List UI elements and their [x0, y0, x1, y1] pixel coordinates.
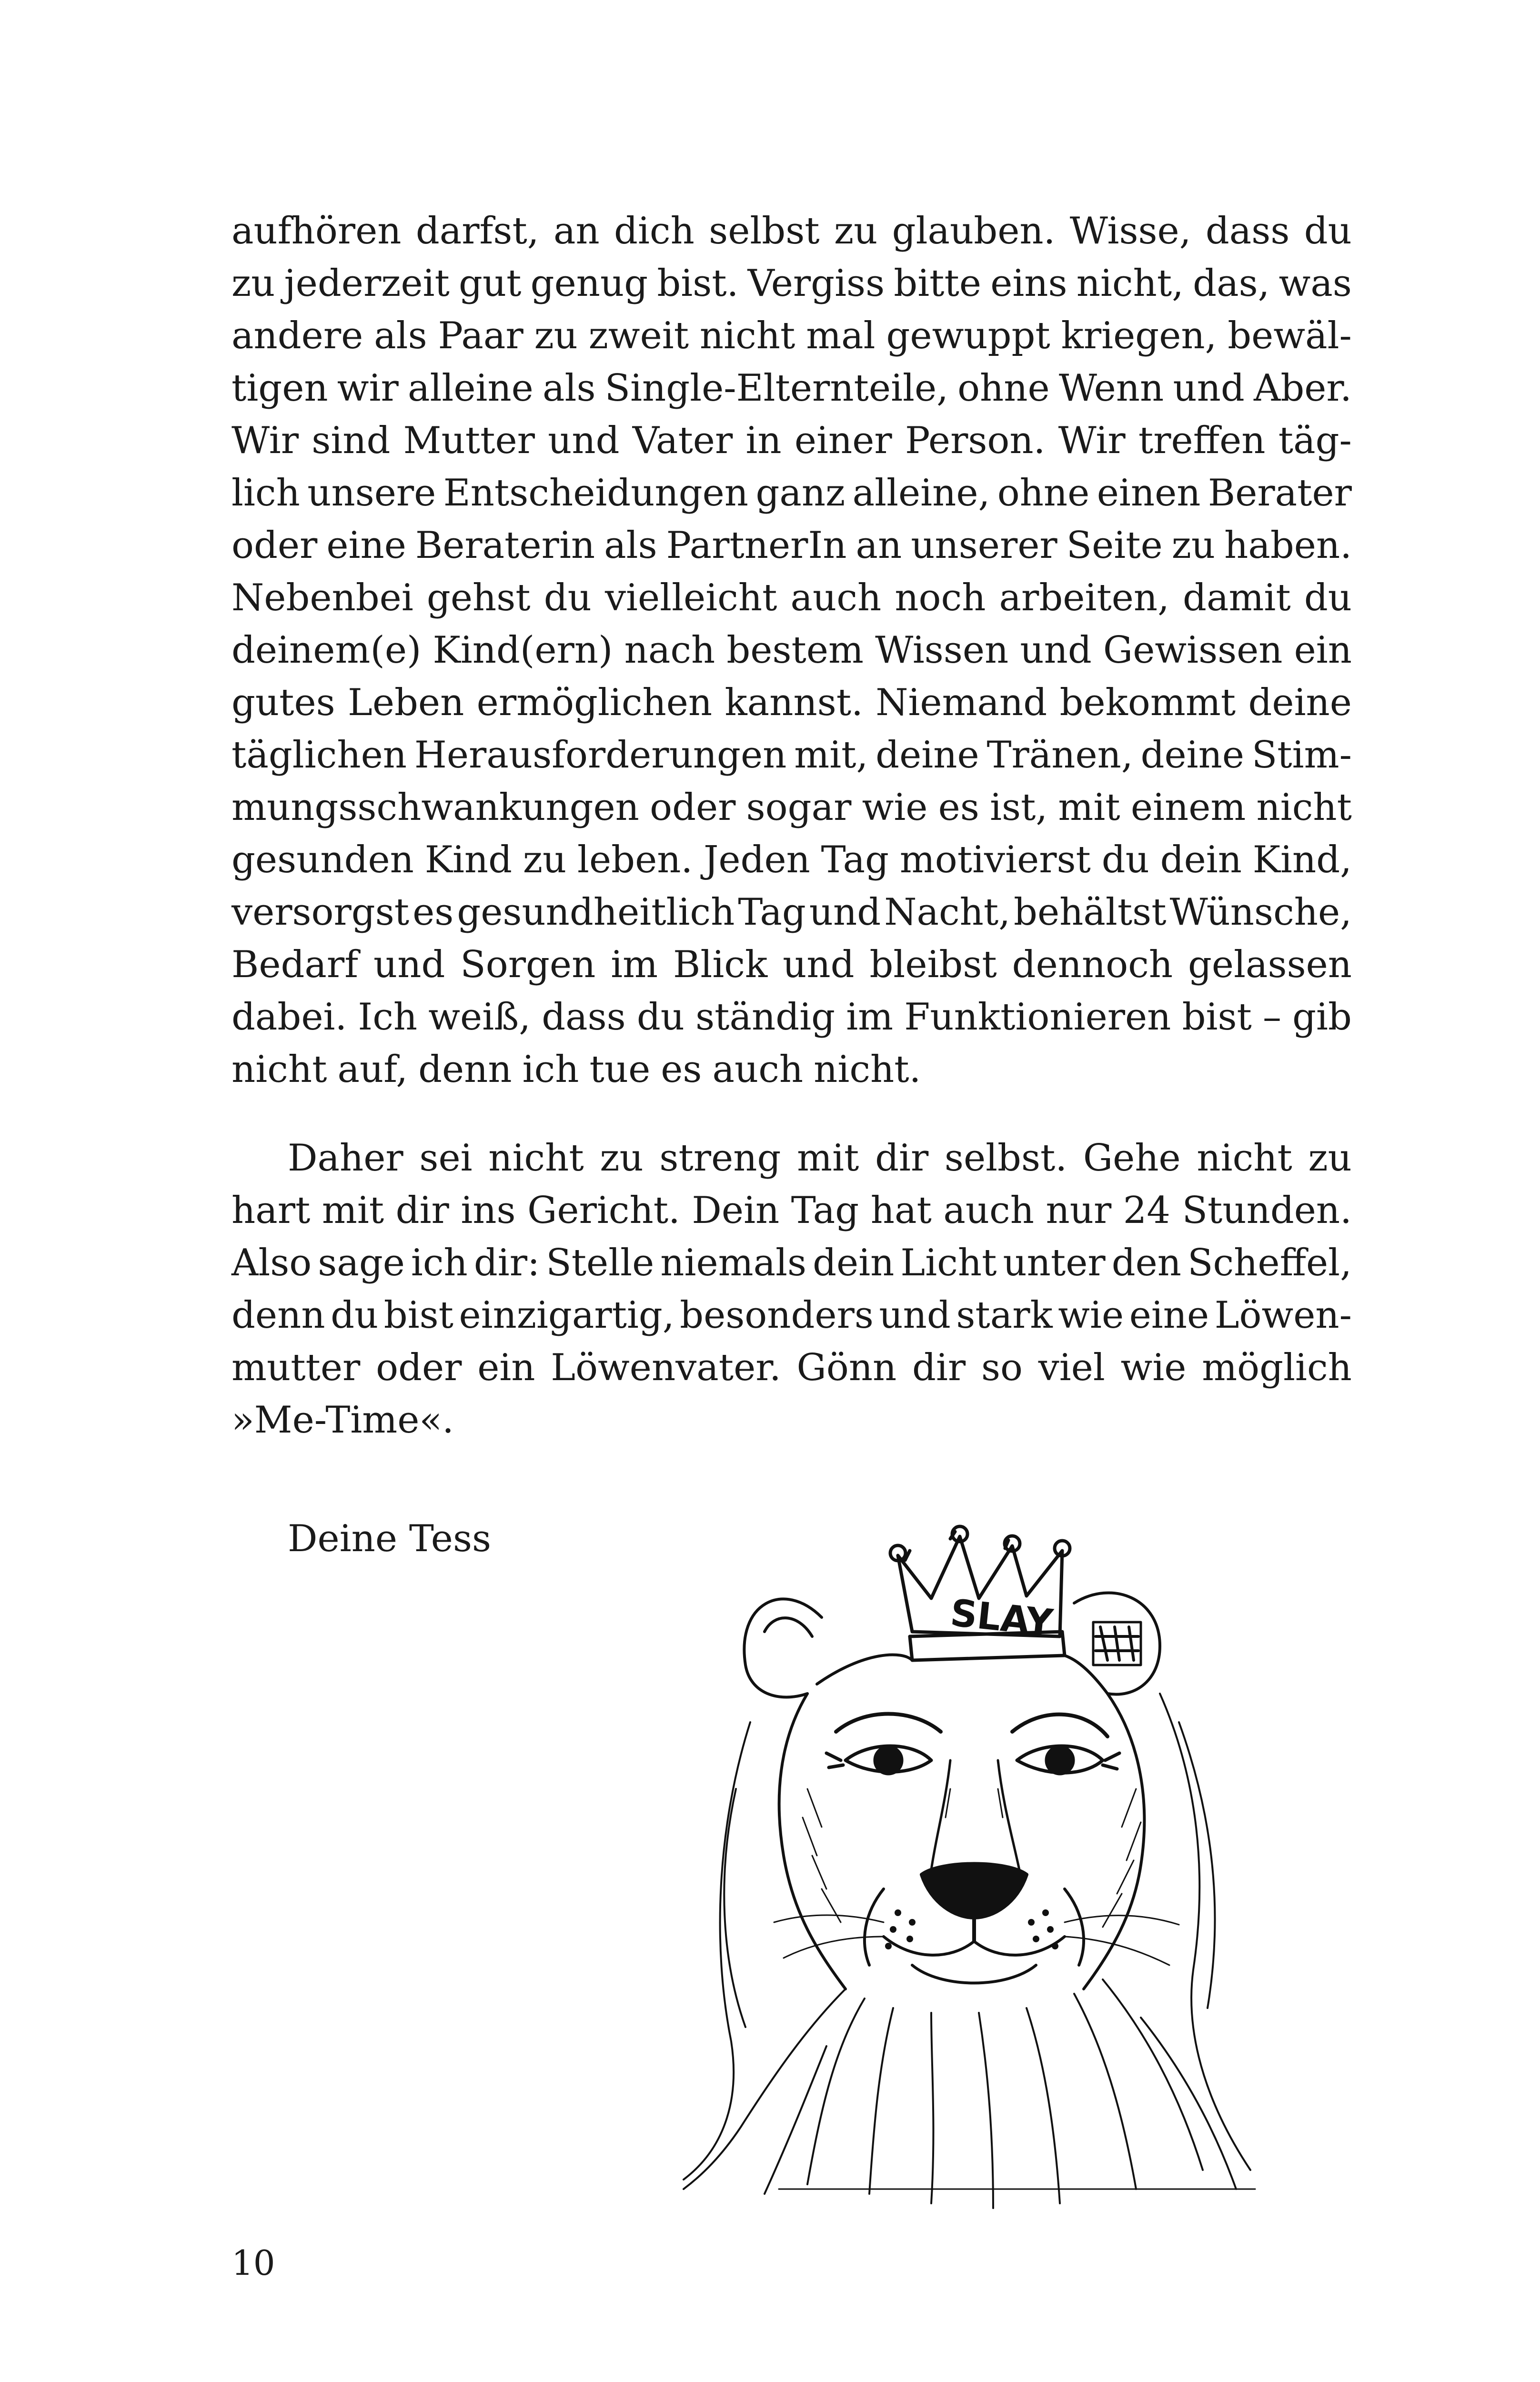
word: Wir: [232, 419, 299, 462]
text-line: [232, 1237, 1352, 1289]
word: stark: [956, 1294, 1053, 1337]
word: Nacht,: [884, 891, 1011, 934]
word: und: [1020, 629, 1092, 672]
text-line: [232, 1394, 1352, 1446]
word: Gehe: [1083, 1137, 1181, 1180]
word: bestem: [726, 629, 864, 672]
word: zu: [232, 262, 275, 305]
word: im: [846, 996, 894, 1039]
word: Nebenbei: [232, 576, 413, 619]
word: dich: [614, 210, 695, 252]
word: was: [1278, 262, 1352, 305]
word: zu: [1308, 1137, 1352, 1180]
word: unsere: [307, 472, 436, 515]
text-line: [232, 362, 1352, 414]
word: oder: [650, 786, 736, 829]
word: dir: [912, 1346, 966, 1389]
word: 24: [1123, 1189, 1171, 1232]
word: dein: [813, 1241, 895, 1284]
word: an: [553, 210, 600, 252]
text-line: [232, 205, 1352, 257]
word: dabei.: [232, 996, 347, 1039]
word: Mutter: [403, 419, 535, 462]
word: Wenn: [1058, 367, 1164, 410]
word: zu: [1171, 524, 1216, 567]
word: du: [1304, 210, 1352, 252]
word: eine: [326, 524, 406, 567]
word: Leben: [348, 681, 464, 724]
word: aufhören: [232, 210, 402, 252]
word: deine: [1140, 734, 1245, 777]
word: eine: [1129, 1294, 1209, 1337]
word: wir: [337, 367, 399, 410]
word: deine: [1248, 681, 1352, 724]
word: auch: [943, 1189, 1034, 1232]
word: Bedarf: [232, 943, 359, 986]
word: ganz: [755, 472, 845, 515]
text-line: [232, 1132, 1352, 1184]
word: Gericht.: [527, 1189, 680, 1232]
text-line: [232, 729, 1352, 781]
word: bitte: [894, 262, 982, 305]
word: du: [544, 576, 592, 619]
word: ständig: [695, 996, 835, 1039]
word: lich: [232, 472, 300, 515]
word: ich: [411, 1241, 468, 1284]
word: arbeiten,: [999, 576, 1169, 619]
word: du: [1304, 576, 1352, 619]
word: denn: [418, 1048, 512, 1091]
word: Stim-: [1251, 734, 1352, 777]
text-line: [232, 257, 1352, 310]
word: nicht.: [814, 1048, 921, 1091]
word: ohne: [957, 367, 1050, 410]
word: mit: [1058, 786, 1120, 829]
word: es: [413, 891, 454, 934]
paragraph-2: [232, 1132, 1352, 1446]
word: Gewissen: [1103, 629, 1283, 672]
word: zu: [600, 1137, 644, 1180]
word: Jeden: [704, 838, 810, 881]
word: einer: [794, 419, 892, 462]
word: den: [1111, 1241, 1182, 1284]
word: Blick: [673, 943, 768, 986]
word: es: [661, 1048, 702, 1091]
text-line: [232, 991, 1352, 1043]
text-line: [232, 1184, 1352, 1237]
word: dir:: [473, 1241, 540, 1284]
text-line: [232, 1043, 1352, 1096]
word: Löwen-: [1214, 1294, 1352, 1337]
word: gesundheitlich: [457, 891, 735, 934]
word: du: [1101, 838, 1149, 881]
page-number: 10: [232, 2243, 275, 2283]
word: Tränen,: [986, 734, 1133, 777]
word: gib: [1292, 996, 1352, 1039]
word: haben.: [1224, 524, 1352, 567]
word: tigen: [232, 367, 328, 410]
word: Kind,: [1252, 838, 1352, 881]
word: täglichen: [232, 734, 407, 777]
text-line: [232, 781, 1352, 834]
word: oder: [232, 524, 318, 567]
word: nicht: [699, 314, 795, 357]
word: als: [543, 367, 596, 410]
text-line: [232, 834, 1352, 886]
word: glauben.: [892, 210, 1056, 252]
word: Vater: [632, 419, 733, 462]
word: Tag: [738, 891, 806, 934]
word: Dein: [692, 1189, 780, 1232]
word: in: [745, 419, 782, 462]
word: gut: [458, 262, 522, 305]
word: deinem(e): [232, 629, 422, 672]
word: Entscheidungen: [443, 472, 749, 515]
word: einzigartig,: [459, 1294, 674, 1337]
word: dir: [875, 1137, 929, 1180]
word: mungsschwankungen: [232, 786, 639, 829]
word: mit: [797, 1137, 859, 1180]
word: und: [548, 419, 620, 462]
word: vielleicht: [604, 576, 777, 619]
word: denn: [232, 1294, 325, 1337]
word: weiß,: [428, 996, 531, 1039]
word: zu: [834, 210, 878, 252]
word: niemals: [660, 1241, 807, 1284]
text-line: [232, 886, 1352, 939]
word: im: [611, 943, 658, 986]
word: streng: [659, 1137, 781, 1180]
word: nicht: [232, 1048, 327, 1091]
word: dennoch: [1012, 943, 1173, 986]
word: gehst: [426, 576, 531, 619]
word: kannst.: [725, 681, 863, 724]
text-line: [232, 310, 1352, 362]
body-text: [232, 205, 1352, 1446]
word: Also: [232, 1241, 312, 1284]
word: und: [373, 943, 445, 986]
word: dir: [395, 1189, 449, 1232]
word: Wünsche,: [1169, 891, 1352, 934]
text-line: [232, 676, 1352, 729]
text-line: [232, 414, 1352, 467]
word: Person.: [905, 419, 1046, 462]
word: Wir: [1058, 419, 1126, 462]
word: wie: [1058, 1294, 1124, 1337]
word: Stelle: [546, 1241, 654, 1284]
word: nicht: [1197, 1137, 1292, 1180]
word: sind: [312, 419, 391, 462]
word: einem: [1130, 786, 1246, 829]
word: Sorgen: [460, 943, 596, 986]
word: hart: [232, 1189, 311, 1232]
crown-label: SLAY: [948, 1591, 1055, 1645]
word: Beraterin: [415, 524, 595, 567]
word: alleine: [407, 367, 533, 410]
word: Single-Elternteile,: [604, 367, 948, 410]
word: motivierst: [899, 838, 1091, 881]
word: und: [783, 943, 855, 986]
word: als: [604, 524, 657, 567]
word: leben.: [577, 838, 693, 881]
word: gutes: [232, 681, 335, 724]
word: ermöglichen: [476, 681, 713, 724]
word: zu: [534, 314, 578, 357]
word: mutter: [232, 1346, 361, 1389]
word: bist: [383, 1294, 454, 1337]
word: gelassen: [1188, 943, 1352, 986]
word: Herausforderungen: [414, 734, 787, 777]
word: ist,: [990, 786, 1048, 829]
word: ein: [477, 1346, 535, 1389]
word: einen: [1097, 472, 1201, 515]
word: kriegen,: [1061, 314, 1217, 357]
word: Tag: [791, 1189, 859, 1232]
word: bekommt: [1059, 681, 1236, 724]
word: es: [938, 786, 979, 829]
word: –: [1262, 996, 1281, 1039]
word: gesunden: [232, 838, 414, 881]
word: jederzeit: [284, 262, 450, 305]
word: gewuppt: [886, 314, 1050, 357]
word: zu: [523, 838, 567, 881]
word: noch: [895, 576, 986, 619]
word: dass: [542, 996, 626, 1039]
word: unserer: [911, 524, 1057, 567]
word: sogar: [746, 786, 852, 829]
word: Wissen: [875, 629, 1009, 672]
word: tue: [589, 1048, 651, 1091]
text-line: [232, 1342, 1352, 1394]
text-line: [232, 1289, 1352, 1342]
word: wie: [1120, 1346, 1187, 1389]
word: andere: [232, 314, 363, 357]
text-line: [232, 624, 1352, 676]
word: Vergiss: [747, 262, 885, 305]
word: nicht: [1256, 786, 1352, 829]
word: auch: [790, 576, 882, 619]
word: und: [809, 891, 881, 934]
word: PartnerIn: [666, 524, 847, 567]
word: ins: [461, 1189, 516, 1232]
word: Wisse,: [1069, 210, 1191, 252]
word: bleibst: [869, 943, 997, 986]
word: zweit: [588, 314, 689, 357]
word: dein: [1160, 838, 1242, 881]
word: Tag: [821, 838, 889, 881]
word: Scheffel,: [1188, 1241, 1352, 1284]
word: sei: [419, 1137, 473, 1180]
word: auch: [712, 1048, 804, 1091]
word: nicht: [488, 1137, 584, 1180]
word: unter: [1003, 1241, 1106, 1284]
word: deine: [876, 734, 979, 777]
signature: Deine Tess: [288, 1517, 492, 1560]
word: so: [981, 1346, 1023, 1389]
word: nur: [1046, 1189, 1112, 1232]
word: wie: [862, 786, 928, 829]
word: Kind: [424, 838, 513, 881]
word: Berater: [1208, 472, 1352, 515]
word: Löwenvater.: [551, 1346, 781, 1389]
word: eins: [990, 262, 1067, 305]
word: oder: [376, 1346, 462, 1389]
word: bist.: [657, 262, 739, 305]
word: Niemand: [876, 681, 1047, 724]
word: mit,: [794, 734, 868, 777]
text-line: [232, 519, 1352, 572]
word: genug: [530, 262, 648, 305]
text-line: [232, 939, 1352, 991]
word: viel: [1038, 1346, 1105, 1389]
word: Ich: [358, 996, 418, 1039]
word: besonders: [680, 1294, 874, 1337]
word: ohne: [997, 472, 1090, 515]
word: »Me-Time«.: [232, 1399, 454, 1442]
paragraph-1: [232, 205, 1352, 1096]
word: ich: [522, 1048, 579, 1091]
word: Funktionieren: [904, 996, 1171, 1039]
word: selbst: [709, 210, 820, 252]
word: auf,: [337, 1048, 408, 1091]
word: bewäl-: [1228, 314, 1352, 357]
word: versorgst: [232, 891, 410, 934]
word: möglich: [1202, 1346, 1352, 1389]
word: du: [636, 996, 685, 1039]
word: ein: [1294, 629, 1352, 672]
word: Kind(ern): [433, 629, 613, 672]
word: sage: [318, 1241, 405, 1284]
word: Paar: [438, 314, 523, 357]
word: das,: [1193, 262, 1270, 305]
word: bist: [1182, 996, 1252, 1039]
text-line: [232, 572, 1352, 624]
word: Stunden.: [1182, 1189, 1352, 1232]
word: und: [879, 1294, 951, 1337]
word: darfst,: [415, 210, 539, 252]
word: behältst: [1014, 891, 1167, 934]
word: Aber.: [1254, 367, 1352, 410]
word: Gönn: [796, 1346, 897, 1389]
word: Daher: [288, 1137, 403, 1180]
word: nach: [624, 629, 715, 672]
word: treffen: [1138, 419, 1266, 462]
word: alleine,: [852, 472, 990, 515]
text-line: [232, 467, 1352, 519]
word: täg-: [1278, 419, 1352, 462]
word: selbst.: [944, 1137, 1067, 1180]
word: mal: [806, 314, 876, 357]
word: an: [856, 524, 902, 567]
word: nicht,: [1076, 262, 1184, 305]
word: du: [331, 1294, 379, 1337]
lion-illustration: [664, 1494, 1341, 2227]
word: damit: [1183, 576, 1291, 619]
word: dass: [1205, 210, 1290, 252]
word: als: [374, 314, 427, 357]
word: Licht: [900, 1241, 997, 1284]
word: und: [1173, 367, 1245, 410]
word: Seite: [1066, 524, 1163, 567]
word: hat: [870, 1189, 932, 1232]
word: mit: [322, 1189, 384, 1232]
